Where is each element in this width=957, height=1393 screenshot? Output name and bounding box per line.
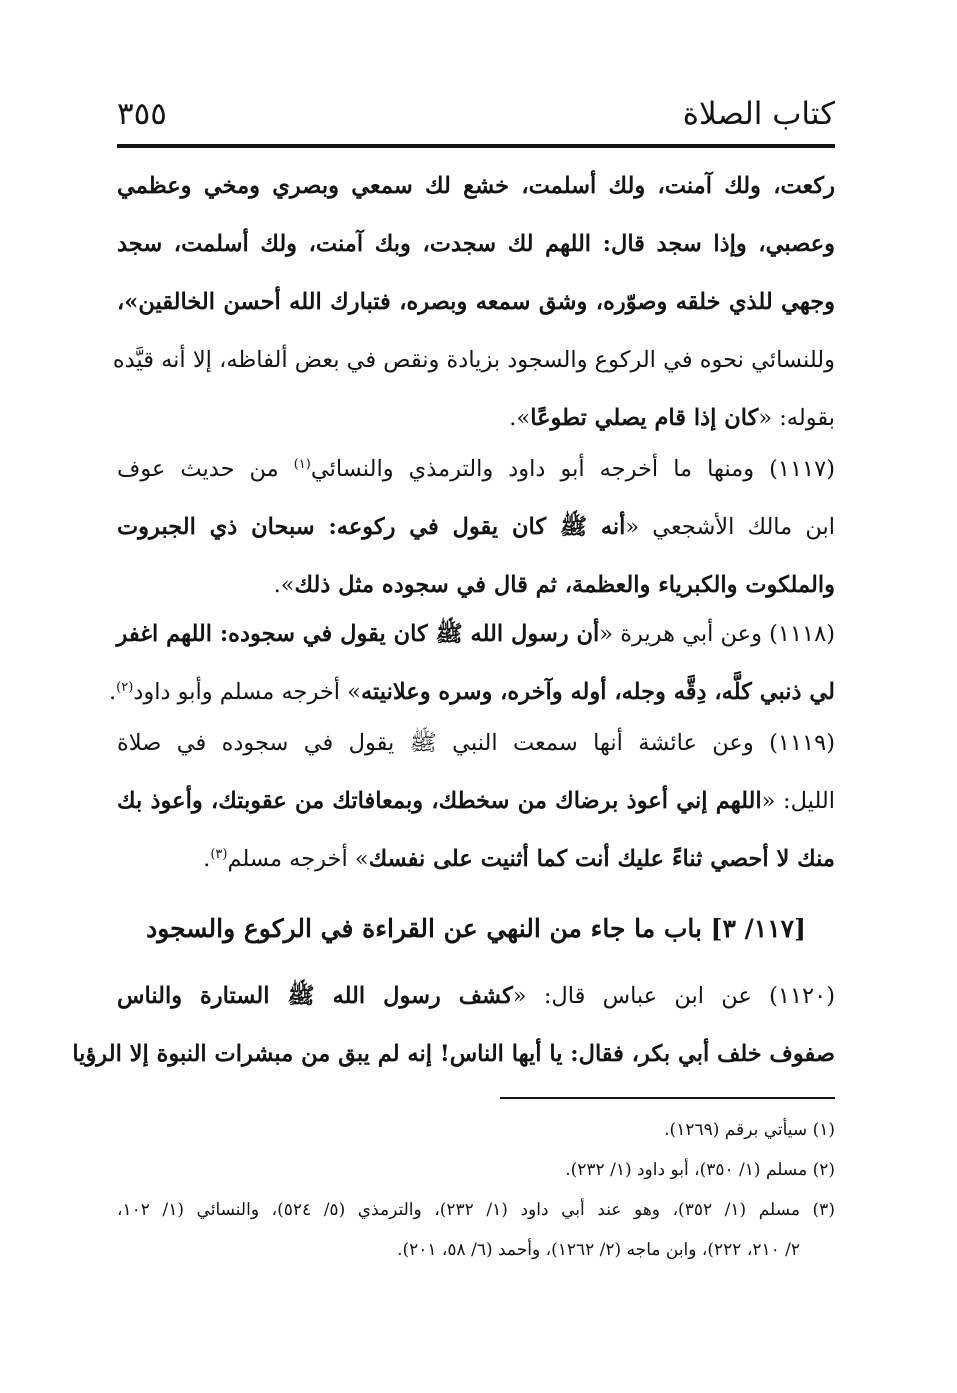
footnote-3: (٣) مسلم (١/ ٣٥٢)، وهو عند أبي داود (١/ ٢٣٢)، والترمذي (٥/ ٥٢٤)، والنسائي (١/ ١٠٢، — [117, 1200, 835, 1220]
footnotes — [117, 1110, 835, 1270]
hadith-text: كان إذا قام يصلي تطوعًا — [530, 405, 759, 431]
text-segment: . — [109, 679, 117, 705]
text-segment: » أخرجه مسلم — [227, 846, 369, 872]
header-divider — [117, 144, 835, 148]
text-segment: . — [203, 846, 211, 872]
page-header — [117, 92, 835, 142]
page-number: ٣٥٥ — [117, 96, 167, 132]
hadith-text: منك لا أحصي ثناءً عليك أنت كما أثنيت على نفسك — [368, 846, 835, 872]
text-segment: (١١١٧) ومنها ما أخرجه أبو داود والترمذي والنسائي — [310, 456, 835, 482]
paragraph-continued — [112, 157, 835, 447]
section-heading: [١١٧/ ٣] باب ما جاء من النهي عن القراءة في الركوع والسجود — [146, 914, 806, 943]
text-segment: » أخرجه مسلم وأبو داود — [133, 679, 361, 705]
footnote-ref[interactable]: (٢) — [116, 680, 134, 695]
hadith-text: والملكوت والكبرياء والعظمة، ثم قال في سجوده مثل ذلك — [294, 572, 835, 598]
text-line — [117, 772, 835, 830]
text-segment: بقوله: « — [758, 405, 835, 431]
text-segment: ». — [273, 572, 295, 598]
text-line — [117, 967, 835, 1025]
text-segment: الليل: « — [761, 788, 835, 814]
text-line: وللنسائي نحوه في الركوع والسجود بزيادة ونقص في بعض ألفاظه، إلا أنه قيَّده — [112, 347, 835, 373]
hadith-text: اللهم إني أعوذ برضاك من سخطك، وبمعافاتك من عقوبتك، وأعوذ بك — [117, 788, 762, 814]
text-line — [117, 440, 835, 498]
hadith-text: أن رسول الله ﷺ كان يقول في سجوده: اللهم اغفر — [116, 621, 600, 647]
footnote-ref[interactable]: (٣) — [210, 847, 228, 862]
footnote-3-continued: ٢/ ٢١٠، ٢٢٢)، وابن ماجه (٢/ ١٢٦٢)، وأحمد (٦/ ٥٨، ٢٠١). — [397, 1240, 800, 1260]
text-segment: ابن مالك الأشجعي « — [625, 514, 835, 540]
hadith-1120 — [72, 967, 835, 1083]
footnote-1: (١) سيأتي برقم (١٢٦٩). — [664, 1120, 835, 1140]
hadith-text: لي ذنبي كلَّه، دِقَّه وجله، أوله وآخره، وسره وعلانيته — [360, 679, 835, 705]
text-line — [117, 498, 835, 556]
text-line: (١١١٩) وعن عائشة أنها سمعت النبي ﷺ يقول في سجوده في صلاة — [117, 730, 835, 756]
footnote-divider — [500, 1097, 835, 1099]
text-segment: (١١٢٠) عن ابن عباس قال: « — [512, 983, 835, 1009]
hadith-1117 — [117, 440, 835, 614]
hadith-text: أنه ﷺ كان يقول في ركوعه: سبحان ذي الجبروت — [117, 514, 626, 540]
text-line: وجهي للذي خلقه وصوّره، وشق سمعه وبصره، فتبارك الله أحسن الخالقين»، — [117, 289, 835, 315]
text-line: صفوف خلف أبي بكر، فقال: يا أيها الناس! إنه لم يبق من مبشرات النبوة إلا الرؤيا — [72, 1041, 835, 1067]
text-segment: من حديث عوف — [117, 456, 294, 482]
footnote-2: (٢) مسلم (١/ ٣٥٠)، أبو داود (١/ ٢٣٢). — [565, 1160, 835, 1180]
text-line — [117, 605, 835, 663]
hadith-1119 — [117, 714, 835, 888]
text-line: ركعت، ولك آمنت، ولك أسلمت، خشع لك سمعي وبصري ومخي وعظمي — [117, 173, 835, 199]
text-segment: (١١١٨) وعن أبي هريرة « — [599, 621, 835, 647]
text-line — [117, 830, 835, 888]
hadith-text: كشف رسول الله ﷺ الستارة والناس — [117, 983, 513, 1009]
text-line — [109, 663, 835, 721]
chapter-title: كتاب الصلاة — [682, 96, 835, 132]
hadith-1118 — [109, 605, 835, 721]
text-segment: ». — [509, 405, 531, 431]
footnote-ref[interactable]: (١) — [293, 457, 311, 472]
text-line — [117, 389, 835, 447]
text-line: وعصبي، وإذا سجد قال: اللهم لك سجدت، وبك آمنت، ولك أسلمت، سجد — [117, 231, 835, 257]
